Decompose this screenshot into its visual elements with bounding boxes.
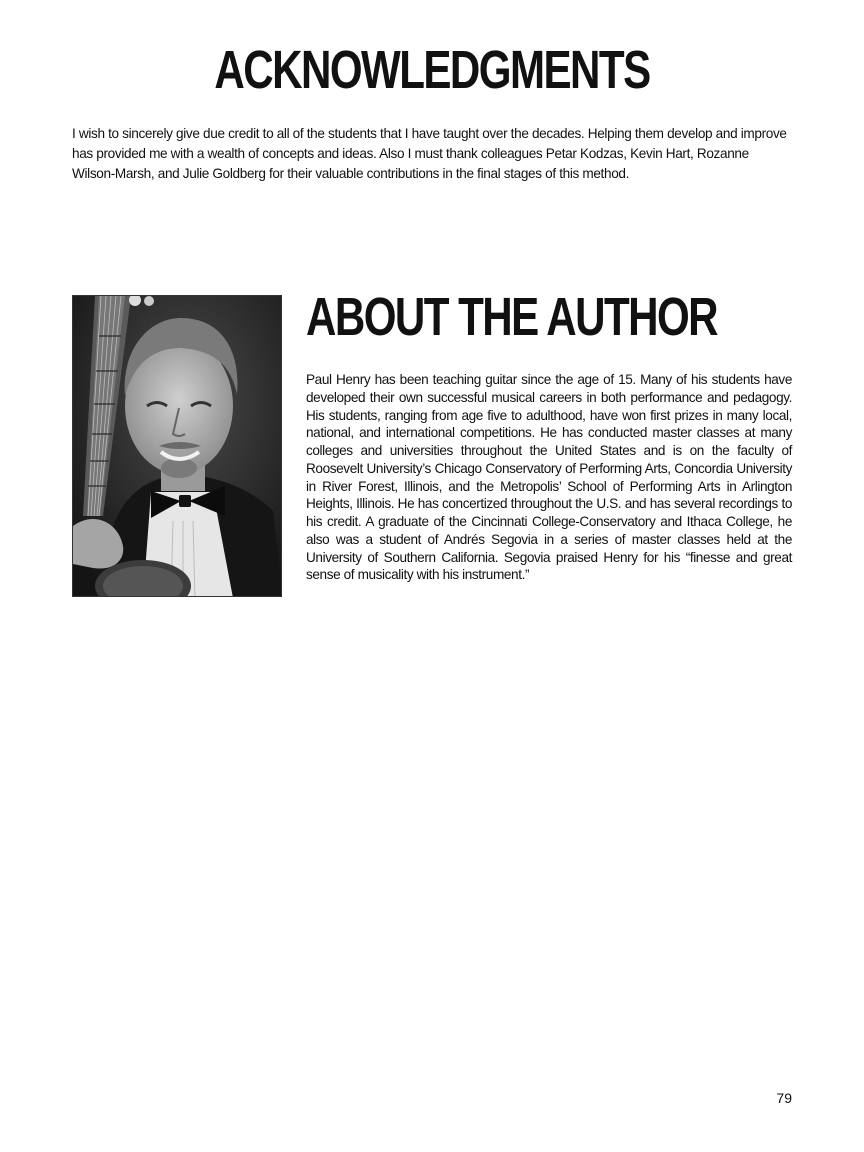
about-the-author-title: ABOUT THE AUTHOR <box>306 287 718 347</box>
acknowledgments-title: ACKNOWLEDGMENTS <box>214 40 650 100</box>
acknowledgments-text: I wish to sincerely give due credit to all of the students that I have taught over the decades. Helping them develop and improve has provided me with a wealth of concepts and ideas. Also I must thank colleagues Petar Kodzas, Kevin Hart, Rozanne Wilson-Marsh, and Julie Goldberg for their valuable contributions in the final stages of this method. <box>72 126 787 181</box>
about-the-author-text: Paul Henry has been teaching guitar since the age of 15. Many of his students have developed their own successful musical careers in both performance and pedagogy. His students, ranging from age five to adulthood, have won first prizes in many local, national, and international competitions. He has conducted master classes at many colleges and universities throughout the United States and is on the faculty of Roosevelt University’s Chicago Conservatory of Performing Arts, Concordia University in River Forest, Illinois, and the Metropolis’ School of Performing Arts in Arlington Heights, Illinois. He has concertized throughout the U.S. and has several recordings to his credit. A graduate of the Cincinnati College-Conservatory and Ithaca College, he also was a student of Andrés Segovia in a series of master classes held at the University of Southern California. Segovia praised Henry for his “finesse and great sense of musicality with his instrument.” <box>306 372 792 583</box>
author-photo-illustration <box>73 296 282 597</box>
author-photo <box>72 295 282 597</box>
page-number: 79 <box>776 1090 792 1106</box>
